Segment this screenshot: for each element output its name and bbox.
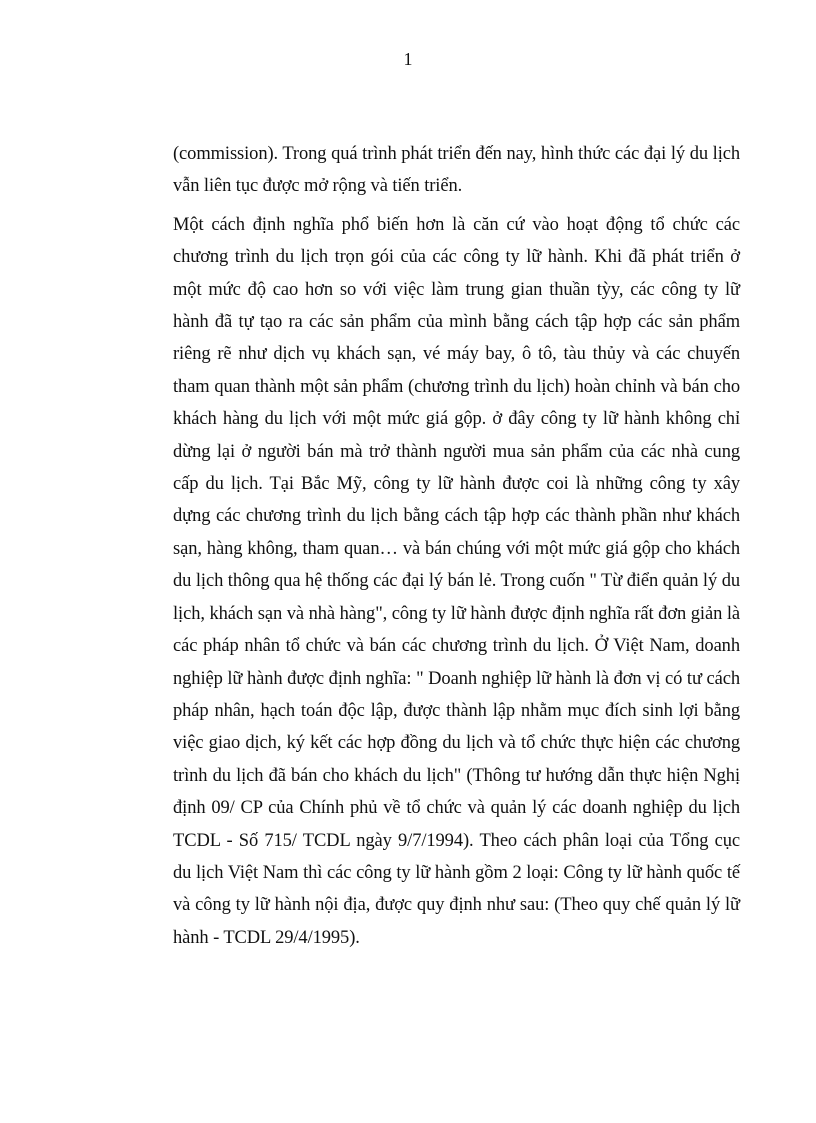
document-body (173, 138, 740, 960)
paragraph: Một cách định nghĩa phổ biến hơn là căn cứ vào hoạt động tổ chức các chương trình du lịch trọn gói của các công ty lữ hành. Khi đã phát triển ở một mức độ cao hơn so với việc làm trung gian thuần tỳy, các công ty lữ hành đã tự tạo ra các sản phẩm của mình bằng cách tập hợp các sản phẩm riêng rẽ như dịch vụ khách sạn, vé máy bay, ô tô, tàu thủy và các chuyến tham quan thành một sản phẩm (chương trình du lịch) hoàn chỉnh và bán cho khách hàng du lịch với một mức giá gộp. ở đây công ty lữ hành không chỉ dừng lại ở người bán mà trở thành người mua sản phẩm của các nhà cung cấp du lịch. Tại Bắc Mỹ, công ty lữ hành được coi là những công ty xây dựng các chương trình du lịch bằng cách tập hợp các thành phần như khách sạn, hàng không, tham quan… và bán chúng với một mức giá gộp cho khách du lịch thông qua hệ thống các đại lý bán lẻ. Trong cuốn " Từ điển quản lý du lịch, khách sạn và nhà hàng", công ty lữ hành được định nghĩa rất đơn giản là các pháp nhân tổ chức và bán các chương trình du lịch. Ở Việt Nam, doanh nghiệp lữ hành được định nghĩa: " Doanh nghiệp lữ hành là đơn vị có tư cách pháp nhân, hạch toán độc lập, được thành lập nhằm mục đích sinh lợi bằng việc giao dịch, ký kết các hợp đồng du lịch và tổ chức thực hiện các chương trình du lịch đã bán cho khách du lịch" (Thông tư hướng dẫn thực hiện Nghị định 09/ CP của Chính phủ về tổ chức và quản lý các doanh nghiệp du lịch TCDL - Số 715/ TCDL ngày 9/7/1994). Theo cách phân loại của Tổng cục du lịch Việt Nam thì các công ty lữ hành gồm 2 loại: Công ty lữ hành quốc tế và công ty lữ hành nội địa, được quy định như sau: (Theo quy chế quản lý lữ hành - TCDL 29/4/1995). (173, 214, 740, 948)
paragraph: (commission). Trong quá trình phát triển đến nay, hình thức các đại lý du lịch vẫn liên tục được mở rộng và tiến triển. (173, 144, 740, 197)
page-number: 1 (403, 49, 413, 69)
